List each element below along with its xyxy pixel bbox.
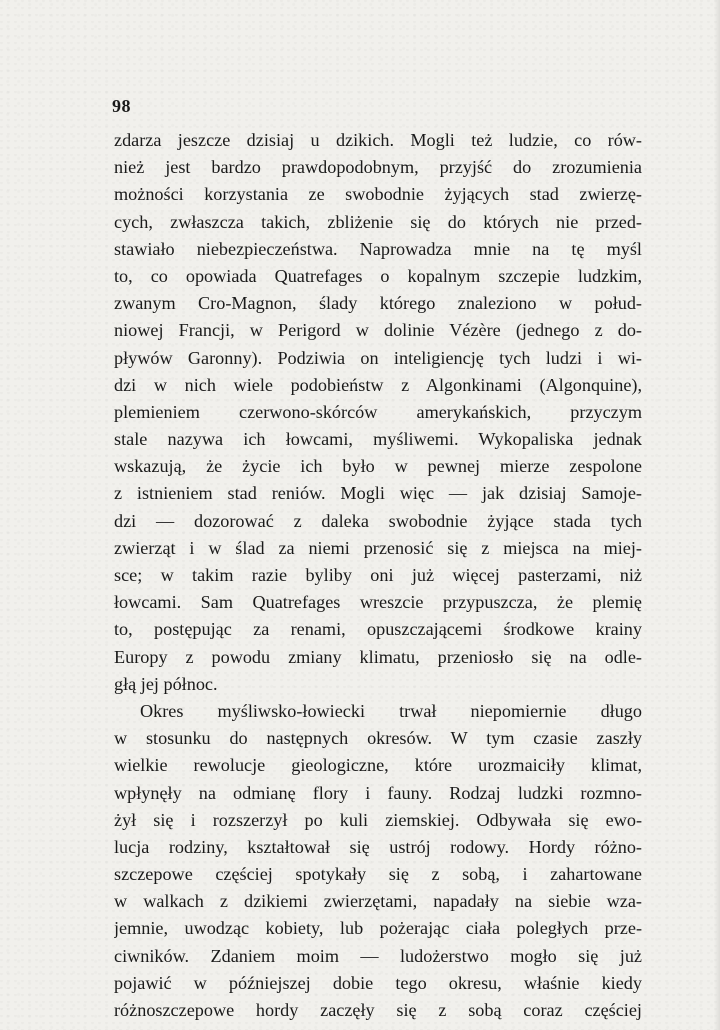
text-line: zwierząt i w ślad za niemi przenosić się z miejsca na miej- (114, 537, 642, 558)
text-line: dzi — dozorować z daleka swobodnie żyjące stada tych (114, 510, 642, 531)
text-line: pływów Garonny). Podziwia on inteligiencję tych ludzi i wi- (114, 347, 642, 368)
text-line: możności korzystania ze swobodnie żyjących stad zwierzę- (114, 184, 642, 205)
paragraph-first-line: Okres myśliwsko-łowiecki trwał niepomiernie długo (140, 700, 642, 721)
text-line: jemnie, uwodząc kobiety, lub pożerając ciała poległych prze- (114, 918, 642, 939)
text-line: różnoszczepowe hordy zaczęły się z sobą coraz częściej (114, 1000, 642, 1020)
text-line: w walkach z dzikiemi zwierzętami, napadały na siebie wza- (114, 891, 642, 912)
paragraph-last-line: głą jej północ. (114, 673, 218, 694)
text-line: żył się i rozszerzył po kuli ziemskiej. Odbywała się ewo- (114, 809, 642, 830)
text-line: wielkie rewolucje gieologiczne, które urozmaiciły klimat, (114, 755, 642, 776)
text-line: nież jest bardzo prawdopodobnym, przyjść do zrozumienia (114, 157, 642, 178)
text-line: w stosunku do następnych okresów. W tym czasie zaszły (114, 728, 642, 749)
text-line: łowcami. Sam Quatrefages wreszcie przypuszcza, że plemię (114, 592, 642, 613)
text-line: cych, zwłaszcza takich, zbliżenie się do których nie przed- (114, 211, 642, 232)
text-line: to, postępując za renami, opuszczającemi środkowe krainy (114, 619, 642, 640)
text-line: wskazują, że życie ich było w pewnej mierze zespolone (114, 456, 642, 477)
text-line: to, co opowiada Quatrefages o kopalnym szczepie ludzkim, (114, 265, 642, 286)
text-line: wpłynęły na odmianę flory i fauny. Rodzaj ludzki rozmno- (114, 782, 642, 803)
text-line: zdarza jeszcze dzisiaj u dzikich. Mogli też ludzie, co rów- (114, 130, 642, 150)
text-line: Europy z powodu zmiany klimatu, przeniosło się na odle- (114, 646, 642, 667)
text-line: pojawić w późniejszej dobie tego okresu, właśnie kiedy (114, 972, 642, 993)
text-line: plemieniem czerwono-skórców amerykańskich, przyczym (114, 401, 642, 422)
text-line: stale nazywa ich łowcami, myśliwemi. Wykopaliska jednak (114, 429, 642, 450)
body-text (114, 127, 642, 1024)
page-edge-shadow (714, 0, 720, 1030)
text-line: szczepowe częściej spotykały się z sobą, i zahartowane (114, 864, 642, 885)
text-line: ciwników. Zdaniem moim — ludożerstwo mogło się już (114, 945, 642, 966)
text-line: dzi w nich wiele podobieństw z Algonkinami (Algonquine), (114, 374, 642, 395)
page-number: 98 (112, 96, 131, 116)
text-line: niowej Francji, w Perigord w dolinie Vézère (jednego z do- (114, 320, 642, 341)
text-line: stawiało niebezpieczeństwa. Naprowadza mnie na tę myśl (114, 238, 642, 259)
text-line: zwanym Cro-Magnon, ślady którego znaleziono w połud- (114, 293, 642, 314)
text-line: z istnieniem stad reniów. Mogli więc — jak dzisiaj Samoje- (114, 483, 642, 504)
text-line: lucja rodziny, kształtował się ustrój rodowy. Hordy różno- (114, 836, 642, 857)
text-line: sce; w takim razie byliby oni już więcej pasterzami, niż (114, 565, 642, 585)
